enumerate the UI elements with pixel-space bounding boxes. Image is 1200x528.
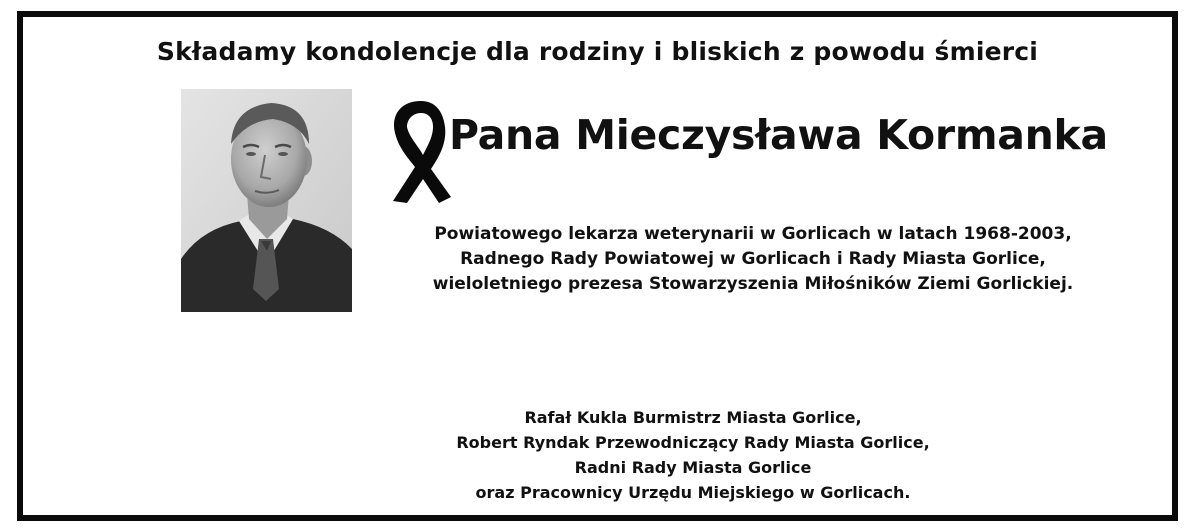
obituary-frame bbox=[17, 11, 1178, 521]
mourning-ribbon-icon bbox=[385, 97, 455, 205]
deceased-description bbox=[403, 222, 1103, 297]
condolence-headline: Składamy kondolencje dla rodziny i bliskich z powodu śmierci bbox=[156, 37, 1039, 66]
description-line: wieloletniego prezesa Stowarzyszenia Miłośników Ziemi Gorlickiej. bbox=[432, 274, 1074, 294]
signer-line: Robert Ryndak Przewodniczący Rady Miasta Gorlice, bbox=[456, 433, 930, 452]
description-line: Radnego Rady Powiatowej w Gorlicach i Rady Miasta Gorlice, bbox=[460, 249, 1046, 269]
description-line: Powiatowego lekarza weterynarii w Gorlicach w latach 1968-2003, bbox=[434, 224, 1072, 244]
signer-line: oraz Pracownicy Urzędu Miejskiego w Gorlicach. bbox=[475, 483, 911, 502]
signer-line: Rafał Kukla Burmistrz Miasta Gorlice, bbox=[524, 408, 862, 427]
portrait-photo-graphic bbox=[181, 89, 352, 312]
deceased-name: Pana Mieczysława Kormanka bbox=[449, 111, 1108, 159]
signers-block bbox=[423, 405, 963, 505]
signer-line: Radni Rady Miasta Gorlice bbox=[574, 458, 812, 477]
portrait-photo bbox=[181, 89, 352, 312]
